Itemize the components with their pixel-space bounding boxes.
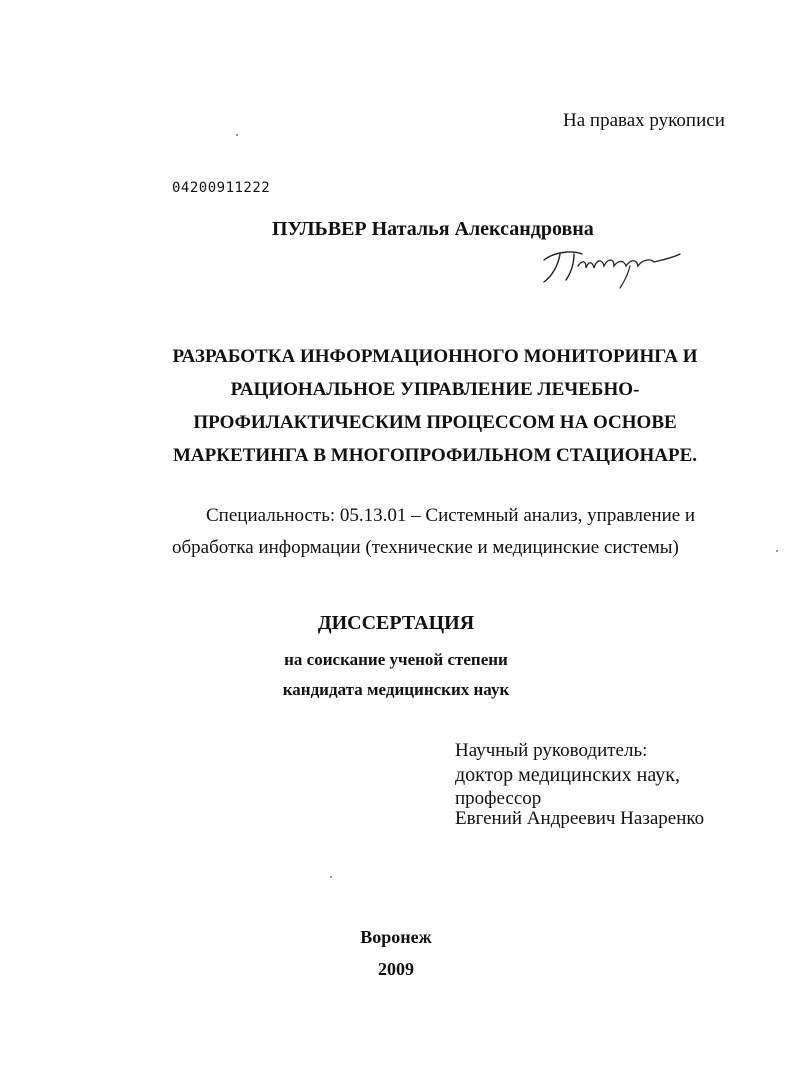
supervisor-rank: профессор: [455, 788, 542, 809]
handwritten-signature: [534, 238, 684, 290]
scan-speck: [236, 134, 238, 136]
document-type: ДИССЕРТАЦИЯ: [317, 612, 475, 634]
title-line: ПРОФИЛАКТИЧЕСКИМ ПРОЦЕССОМ НА ОСНОВЕ: [193, 412, 677, 433]
specialty-line-1: Специальность: 05.13.01 – Системный анализ, управление и: [206, 505, 696, 526]
degree-line-2: кандидата медицинских наук: [282, 680, 510, 699]
catalog-code: 04200911222: [172, 180, 271, 196]
title-line: МАРКЕТИНГА В МНОГОПРОФИЛЬНОМ СТАЦИОНАРЕ.: [172, 445, 698, 466]
supervisor-label: Научный руководитель:: [455, 740, 648, 761]
year: 2009: [378, 959, 414, 979]
supervisor-name: Евгений Андреевич Назаренко: [455, 808, 705, 829]
rights-note: На правах рукописи: [563, 110, 725, 131]
scan-speck: [776, 550, 778, 552]
title-line: РАЦИОНАЛЬНОЕ УПРАВЛЕНИЕ ЛЕЧЕБНО-: [230, 379, 640, 400]
city: Воронеж: [360, 927, 432, 947]
title-line: РАЗРАБОТКА ИНФОРМАЦИОННОГО МОНИТОРИНГА И: [172, 346, 698, 367]
author-name: ПУЛЬВЕР Наталья Александровна: [272, 218, 594, 240]
dissertation-title: [140, 340, 730, 472]
specialty-line-2: обработка информации (технические и медицинские системы): [172, 537, 679, 558]
supervisor-degree: доктор медицинских наук,: [455, 764, 680, 786]
scan-speck: [330, 876, 332, 878]
degree-line-1: на соискание ученой степени: [284, 650, 508, 669]
